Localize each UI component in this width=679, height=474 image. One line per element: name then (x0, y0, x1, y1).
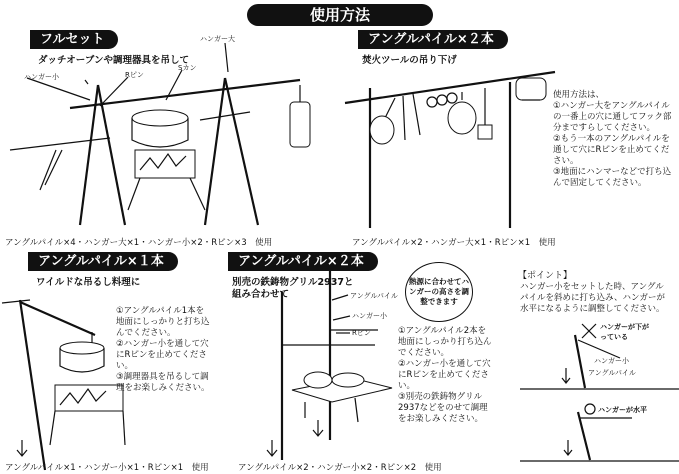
grill-subtitle-line1: 別売の鉄鋳物グリル2937と (232, 277, 354, 288)
point-illustration (520, 324, 679, 461)
label-hanger-small: ハンガー小 (594, 357, 629, 365)
angle-x1-caption: アングルパイル×1・ハンガー小×1・Rピン×1 使用 (5, 463, 209, 473)
point-heading: 【ポイント】 (518, 271, 573, 281)
grill-steps (398, 326, 494, 425)
tag-full-set: フルセット (30, 30, 118, 49)
full-set-subtitle: ダッチオーブンや調理器具を吊して (38, 55, 189, 66)
tag-angle-x2-grill: アングルパイル×２本 (228, 252, 378, 271)
label-s-hook: Sカン (178, 64, 197, 72)
label-hanger-level: ハンガーが水平 (598, 406, 647, 414)
label-hanger-down: ハンガーが下がっている (600, 323, 649, 341)
angle-x2-subtitle: 焚火ツールの吊り下げ (362, 55, 457, 66)
label-hanger-small: ハンガー小 (24, 73, 59, 81)
full-set-caption: アングルパイル×4・ハンガー大×1・ハンガー小×2・Rピン×3 使用 (5, 238, 273, 248)
step-item: ②ハンガー小を通して穴にRピンを止めてください。 (116, 339, 209, 371)
usage-step: ①ハンガー大をアングルパイルの一番上の穴に通してフック部分まですらしてください。 (553, 101, 672, 133)
angle-x2-illustration (345, 72, 555, 228)
grill-caption: アングルパイル×2・ハンガー小×2・Rピン×2 使用 (238, 463, 442, 473)
usage-step: ②もう一本のアングルパイルを通して穴にRピンを止めてください。 (553, 134, 670, 166)
tag-angle-x1: アングルパイル×１本 (28, 252, 178, 271)
step-item: ①アングルパイル1本を地面にしっかりと打ち込んでください。 (116, 306, 210, 338)
angle-x2-caption: アングルパイル×2・ハンガー大×1・Rピン×1 使用 (352, 238, 556, 248)
label-angle-pile: アングルパイル (350, 292, 398, 300)
usage-instructions (553, 90, 677, 189)
point-text: ハンガー小をセットした時、アングルパイルを斜めに打ち込み、ハンガーが水平になるように調整してください。 (520, 282, 666, 314)
usage-step: ③地面にハンマーなどで打ち込んで固定してください。 (553, 167, 672, 188)
step-item: ②ハンガー小を通して穴にRピンを止めてください。 (398, 359, 491, 391)
height-adjust-bubble: 熱源に合わせてハンガーの高さを調整できます (405, 262, 473, 322)
label-hanger-small: ハンガー小 (352, 312, 387, 320)
page-title: 使用方法 (247, 4, 433, 26)
step-item: ①アングルパイル2本を地面にしっかり打ち込んでください。 (398, 326, 492, 358)
label-hanger-large: ハンガー大 (200, 35, 235, 43)
full-set-illustration (10, 43, 310, 225)
step-item: ③調理器具を吊るして調理をお楽しみください。 (116, 372, 210, 393)
tag-angle-x2: アングルパイル×２本 (358, 30, 508, 49)
step-item: ③別売の鉄鋳物グリル2937などをのせて調理をお楽しみください。 (398, 392, 488, 424)
label-r-pin: Rピン (352, 329, 371, 337)
angle-x1-subtitle: ワイルドな吊るし料理に (36, 277, 141, 288)
label-r-pin: Rピン (125, 71, 144, 79)
usage-heading: 使用方法は、 (553, 90, 605, 100)
label-angle-pile: アングルパイル (588, 369, 636, 377)
angle-x1-illustration (2, 300, 125, 470)
grill-subtitle-line2: 組み合わせて (232, 289, 290, 300)
angle-x1-steps (116, 306, 212, 394)
